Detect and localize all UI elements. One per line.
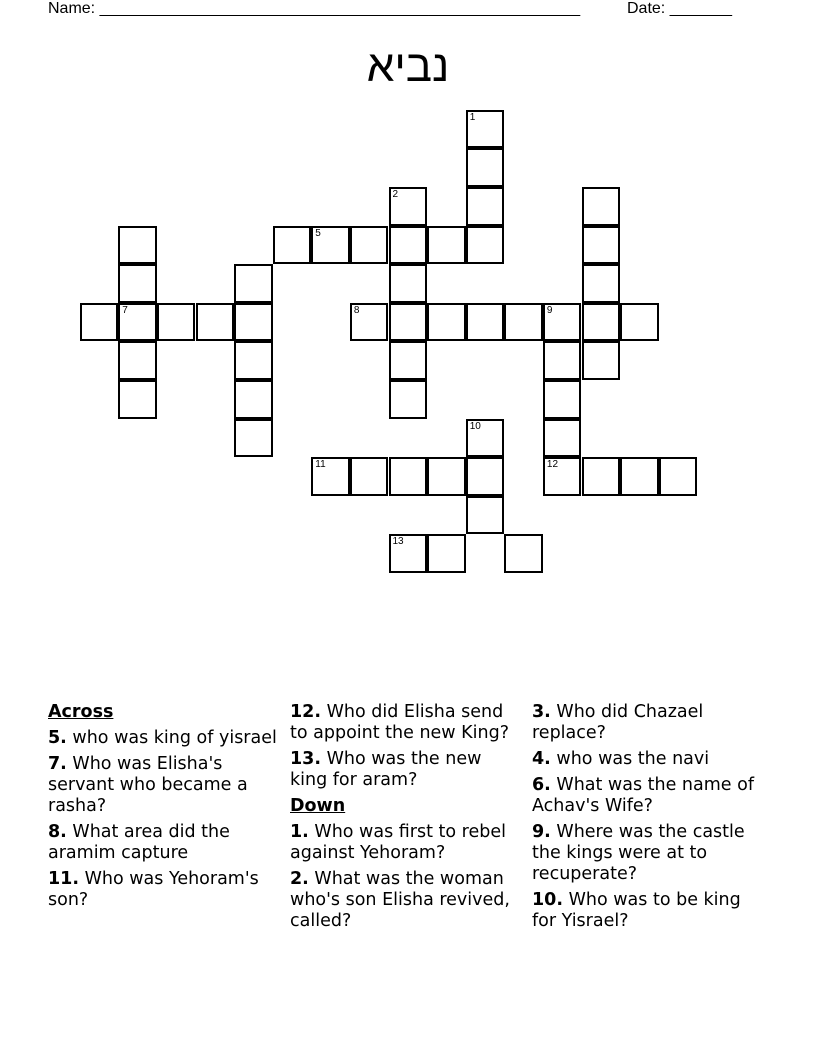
grid-cell[interactable] xyxy=(582,457,621,496)
grid-cell[interactable] xyxy=(234,303,273,342)
grid-cell[interactable] xyxy=(466,226,505,265)
grid-cell[interactable] xyxy=(350,226,389,265)
grid-cell[interactable] xyxy=(234,341,273,380)
date-field-label[interactable]: Date: _______ xyxy=(627,0,732,17)
grid-cell[interactable] xyxy=(350,303,389,342)
grid-cell[interactable] xyxy=(504,303,543,342)
grid-cell[interactable] xyxy=(582,264,621,303)
grid-cell[interactable] xyxy=(118,380,157,419)
grid-cell[interactable] xyxy=(118,341,157,380)
grid-cell[interactable] xyxy=(466,419,505,458)
grid-cell[interactable] xyxy=(196,303,235,342)
grid-cell[interactable] xyxy=(466,496,505,535)
grid-cell[interactable] xyxy=(389,226,428,265)
clue-number: 12 xyxy=(546,459,559,471)
grid-cell[interactable] xyxy=(234,264,273,303)
name-field-label[interactable]: Name: ______________________________________________________ xyxy=(48,0,581,17)
grid-cell[interactable] xyxy=(427,226,466,265)
grid-cell[interactable] xyxy=(80,303,119,342)
grid-cell[interactable] xyxy=(427,534,466,573)
grid-cell[interactable] xyxy=(466,303,505,342)
grid-cell[interactable] xyxy=(504,534,543,573)
clue-across-11: 11. Who was Yehoram's son? xyxy=(48,869,259,910)
clue-number: 9 xyxy=(546,304,553,316)
clue-across-13: 13. Who was the new king for aram? xyxy=(290,749,482,790)
grid-cell[interactable] xyxy=(582,226,621,265)
clue-number: 10 xyxy=(469,420,481,432)
grid-cell[interactable] xyxy=(543,303,582,342)
grid-cell[interactable] xyxy=(389,264,428,303)
clues-column-3 xyxy=(532,702,764,937)
clue-across-5: 5. who was king of yisrael xyxy=(48,728,277,748)
grid-cell[interactable] xyxy=(466,457,505,496)
clue-across-8: 8. What area did the aramim capture xyxy=(48,822,230,863)
grid-cell[interactable] xyxy=(582,187,621,226)
grid-cell[interactable] xyxy=(311,457,350,496)
grid-cell[interactable] xyxy=(466,110,505,149)
grid-cell[interactable] xyxy=(543,380,582,419)
grid-cell[interactable] xyxy=(234,419,273,458)
clue-down-9: 9. Where was the castle the kings were at to recuperate? xyxy=(532,822,745,884)
down-heading: Down xyxy=(290,796,346,816)
clue-down-4: 4. who was the navi xyxy=(532,749,710,769)
grid-cell[interactable] xyxy=(620,457,659,496)
clues-column-1 xyxy=(48,702,280,916)
grid-cell[interactable] xyxy=(118,264,157,303)
clue-down-3: 3. Who did Chazael replace? xyxy=(532,702,704,743)
grid-cell[interactable] xyxy=(273,226,312,265)
clue-number: 11 xyxy=(315,459,326,471)
clue-across-7: 7. Who was Elisha's servant who became a rasha? xyxy=(48,754,248,816)
clue-number: 2 xyxy=(392,189,399,200)
grid-cell[interactable] xyxy=(543,419,582,458)
clue-down-6: 6. What was the name of Achav's Wife? xyxy=(532,775,754,816)
grid-cell[interactable] xyxy=(389,457,428,496)
page-title: נביא xyxy=(366,42,450,91)
clue-number: 8 xyxy=(353,304,360,316)
grid-cell[interactable] xyxy=(389,534,428,573)
grid-cell[interactable] xyxy=(659,457,698,496)
grid-cell[interactable] xyxy=(389,341,428,380)
grid-cell[interactable] xyxy=(466,187,505,226)
clue-down-1: 1. Who was first to rebel against Yehoram? xyxy=(290,822,506,863)
across-heading: Across xyxy=(48,702,114,722)
clue-number: 5 xyxy=(315,227,321,239)
grid-cell[interactable] xyxy=(389,380,428,419)
grid-cell[interactable] xyxy=(466,148,505,187)
clues-column-2 xyxy=(290,702,522,937)
grid-cell[interactable] xyxy=(389,187,428,226)
grid-cell[interactable] xyxy=(582,303,621,342)
clue-down-10: 10. Who was to be king for Yisrael? xyxy=(532,890,741,931)
grid-cell[interactable] xyxy=(234,380,273,419)
grid-cell[interactable] xyxy=(427,303,466,342)
grid-cell[interactable] xyxy=(118,226,157,265)
grid-cell[interactable] xyxy=(427,457,466,496)
clue-number: 1 xyxy=(469,111,476,123)
clue-number: 13 xyxy=(392,536,404,548)
clue-down-2: 2. What was the woman who's son Elisha revived, called? xyxy=(290,869,510,931)
grid-cell[interactable] xyxy=(582,341,621,380)
grid-cell[interactable] xyxy=(620,303,659,342)
grid-cell[interactable] xyxy=(350,457,389,496)
grid-cell[interactable] xyxy=(389,303,428,342)
clue-across-12: 12. Who did Elisha send to appoint the new King? xyxy=(290,702,509,743)
grid-cell[interactable] xyxy=(311,226,350,265)
clue-number: 7 xyxy=(122,304,128,316)
grid-cell[interactable] xyxy=(157,303,196,342)
grid-cell[interactable] xyxy=(118,303,157,342)
grid-cell[interactable] xyxy=(543,457,582,496)
grid-cell[interactable] xyxy=(543,341,582,380)
